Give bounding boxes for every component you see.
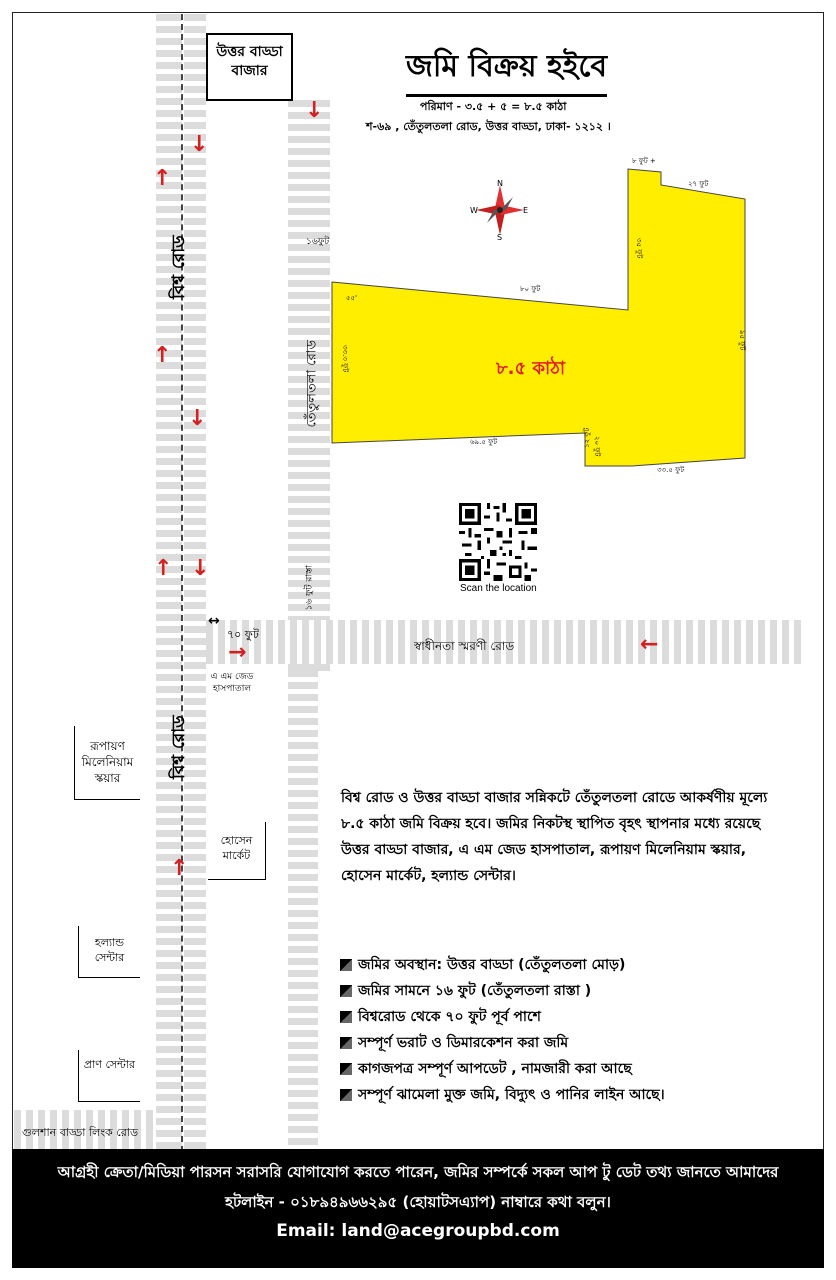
up-arrow-icon: ↑ (153, 166, 172, 191)
qr-caption: Scan the location (460, 583, 537, 594)
list-item: সম্পূর্ণ ঝামেলা মুক্ত জমি, বিদ্যুৎ ও পানির লাইন আছে। (340, 1082, 665, 1108)
down-arrow-icon: ↓ (305, 98, 324, 123)
plot-shape (332, 169, 745, 466)
page-title: জমি বিক্রয় হইবে (406, 42, 607, 97)
distance-70-label: ৭০ ফুট (227, 628, 259, 641)
list-item: জমির সামনে ১৬ ফুট (তেঁতুলতলা রাস্তা ) (340, 978, 665, 1004)
address-line: শ-৬৯ , তেঁতুলতলা রোড, উত্তর বাড্ডা, ঢাকা- ১২১২ । (366, 120, 611, 133)
bullet-icon (340, 1089, 352, 1101)
down-arrow-icon: ↓ (191, 556, 210, 581)
dim-bottom-left: ৬৯.৫ ফুট (470, 438, 498, 446)
footer-email-link[interactable]: Email: land@acegroupbd.com (276, 1221, 560, 1241)
list-item: জমির অবস্থান: উত্তর বাড্ডা (তেঁতুলতলা মোড়) (340, 952, 665, 978)
plot-area-label: ৮.৫ কাঠা (496, 358, 566, 379)
description-paragraph: বিশ্ব রোড ও উত্তর বাড্ডা বাজার সন্নিকটে তেঁতুলতলা রোডে আকর্ষণীয় মূল্যে ৮.৫ কাঠা জমি বিক্রয় হবে। জমির নিকটস্থ স্থাপিত বৃহৎ স্থাপনার মধ্যে রয়েছে উত্তর বাড্ডা বাজার, এ এম জেড হাসপাতাল, রূপায়ণ মিলেনিয়াম স্কয়ার, হোসেন মার্কেট, হল্যান্ড সেন্টার। (341, 790, 768, 884)
double-arrow-icon: ↔ (208, 613, 220, 629)
footer-line-1: আগ্রহী ক্রেতা/মিডিয়া পারসন সরাসরি যোগাযোগ করতে পারেন, জমির সম্পর্কে সকল আপ টু ডেট তথ্য জানতে আমাদের (57, 1163, 779, 1181)
compass-icon (470, 179, 528, 242)
road-width-16-label: ১৬ফুট (306, 237, 330, 247)
down-arrow-icon: ↓ (188, 406, 207, 431)
dim-mid-top: ৮০ ফুট (520, 285, 541, 293)
bullet-icon (340, 985, 352, 997)
list-item: সম্পূর্ণ ভরাট ও ডিমারকেশন করা জমি (340, 1030, 665, 1056)
dim-top-right: ২৭ ফুট (688, 180, 709, 188)
right-arrow-icon: → (228, 640, 247, 665)
list-item: বিশ্বরোড থেকে ৭০ ফুট পূর্ব পাশে (340, 1004, 665, 1030)
list-item: কাগজপত্র সম্পূর্ণ আপডেট , নামজারী করা আছে (340, 1056, 665, 1082)
hossain-market-box: হোসেন মার্কেট (208, 822, 266, 880)
dim-right-side: ৯৫ ফুট (738, 330, 746, 351)
down-arrow-icon: ↓ (190, 132, 209, 157)
up-arrow-icon: ↑ (154, 556, 173, 581)
road-16-ft-label: ১৬ ফুট রাস্তা (304, 564, 315, 611)
bullet-icon (340, 1037, 352, 1049)
compass-e-label: E (523, 206, 529, 215)
footer-hotline: হটলাইন - ০১৮৯৪৯৬৬২৯৫ (হোয়াটসএ্যাপ) নাম্বারে কথা বলুন। (225, 1193, 611, 1211)
bishwa-road-label-top: বিশ্ব রোড (169, 235, 189, 299)
az-hospital-label: এ এম জেড হাসপাতাল (210, 672, 254, 694)
left-arrow-icon: ← (640, 632, 659, 657)
sadhinota-road-label: স্বাধীনতা স্মরণী রোড (414, 639, 515, 653)
gulshan-link-road-label: গুলশান বাড্ডা লিংক রোড (22, 1126, 139, 1139)
rupayan-box: রূপায়ণ মিলেনিয়াম স্কয়ার (74, 726, 140, 800)
tetultola-road-label: তেঁতুলতলা রোড (304, 339, 320, 428)
dim-bottom-right: ৩৩.৫ ফুট (657, 466, 685, 474)
dim-step-vertical-a: ২০ ফুট (593, 436, 601, 457)
compass-w-label: W (470, 206, 478, 215)
contact-footer (12, 1149, 824, 1268)
compass-s-label: S (497, 233, 503, 242)
dim-top-small: ৮ ফুট + (632, 157, 656, 165)
size-line: পরিমাণ - ৩.৫ + ৫ = ৮.৫ কাঠা (420, 100, 567, 113)
feature-list (340, 952, 665, 1108)
qr-code-icon[interactable] (459, 503, 537, 581)
uttor-badda-bazar-box: উত্তর বাড্ডা বাজার (206, 33, 293, 101)
bishwa-road-label-bottom: বিশ্ব রোড (169, 715, 189, 779)
dim-left-top: ৫৫' (346, 294, 358, 302)
bullet-icon (340, 959, 352, 971)
dim-left-side: ৩৩.৩ ফুট (341, 345, 349, 373)
pran-center-box: প্রাণ সেন্টার (78, 1050, 140, 1102)
dim-inner-vertical: ৩৫ ফুট (635, 238, 643, 259)
up-arrow-icon: ↑ (170, 856, 189, 881)
bullet-icon (340, 1011, 352, 1023)
dim-step-vertical-b: ১২ ফুট (583, 427, 591, 448)
up-arrow-icon: ↑ (153, 343, 172, 368)
bullet-icon (340, 1063, 352, 1075)
holland-center-box: হল্যান্ড সেন্টার (78, 926, 140, 978)
compass-n-label: N (497, 179, 503, 188)
